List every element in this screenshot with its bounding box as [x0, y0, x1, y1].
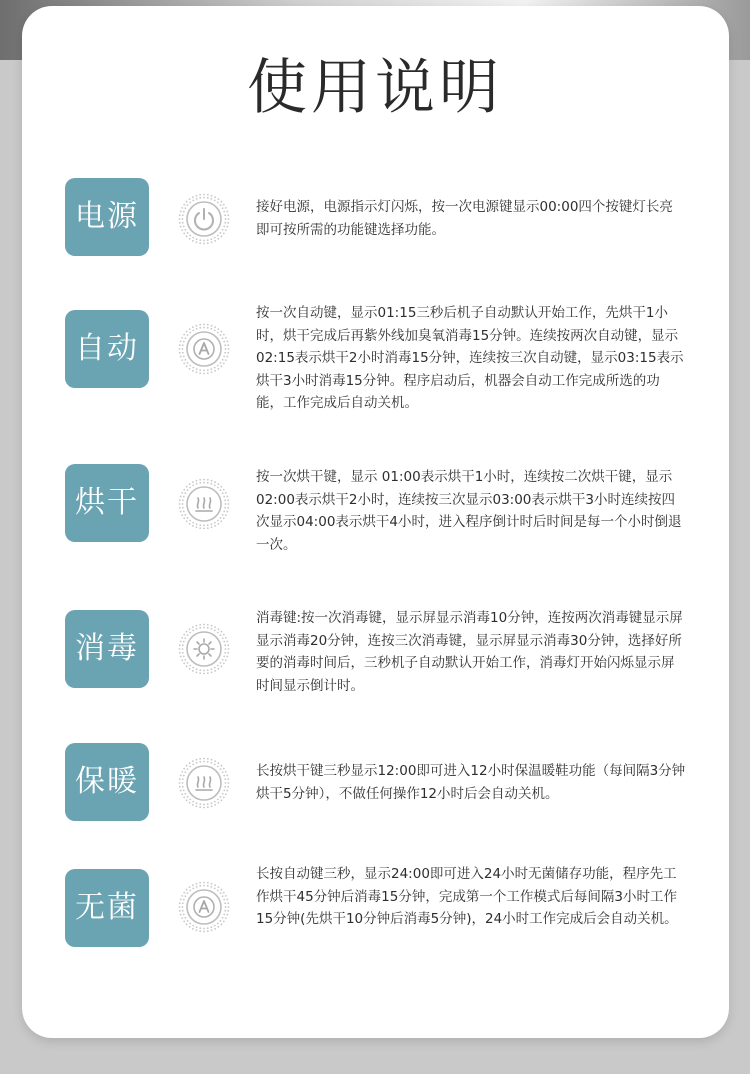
instruction-text-auto: 按一次自动键，显示01:15三秒后机子自动默认开始工作，先烘干1小时，烘干完成后再紫外线加臭氧消毒15分钟。连续按两次自动键，显示02:15表示烘干2小时消毒15分钟，连续按三次自动键，显示03:15表示烘干3小时消毒15分钟。程序启动后，机器会自动工作完成所选的功能，工作完成后自动关机。	[256, 305, 684, 411]
badge-sterilize: 消毒	[65, 610, 149, 688]
heat-waves-icon	[177, 477, 231, 531]
auto-a-icon	[177, 880, 231, 934]
badge-dry: 烘干	[65, 464, 149, 542]
heat-waves-icon	[177, 756, 231, 810]
instruction-text-dry: 按一次烘干键，显示 01:00表示烘干1小时，连续按二次烘干键，显示02:00表示烘干2小时，连续按三次显示03:00表示烘干3小时连续按四次显示04:00表示烘干4小时，进入程序倒计时后时间是每一个小时倒退一次。	[256, 469, 682, 553]
badge-auto: 自动	[65, 310, 149, 388]
power-icon	[177, 192, 231, 246]
sun-icon	[177, 622, 231, 676]
instruction-text-power: 接好电源，电源指示灯闪烁，按一次电源键显示00:00四个按键灯长亮即可按所需的功能键选择功能。	[256, 199, 673, 238]
badge-warm: 保暖	[65, 743, 149, 821]
page-title: 使用说明	[247, 53, 503, 123]
instruction-text-warm: 长按烘干键三秒显示12:00即可进入12小时保温暖鞋功能（每间隔3分钟烘干5分钟），不做任何操作12小时后会自动关机。	[256, 763, 686, 802]
instruction-text-sterile: 长按自动键三秒，显示24:00即可进入24小时无菌储存功能，程序先工作烘干45分钟后消毒15分钟，完成第一个工作模式后每间隔3小时工作15分钟(先烘干10分钟后消毒5分钟)，24小时工作完成后会自动关机。	[256, 866, 678, 927]
auto-a-icon	[177, 322, 231, 376]
instruction-text-sterilize: 消毒键:按一次消毒键，显示屏显示消毒10分钟，连按两次消毒键显示屏显示消毒20分钟，连按三次消毒键，显示屏显示消毒30分钟，选择好所要的消毒时间后，三秒机子自动默认开始工作，消毒灯开始闪烁显示屏时间显示倒计时。	[256, 610, 683, 694]
badge-sterile: 无菌	[65, 869, 149, 947]
badge-power: 电源	[65, 178, 149, 256]
